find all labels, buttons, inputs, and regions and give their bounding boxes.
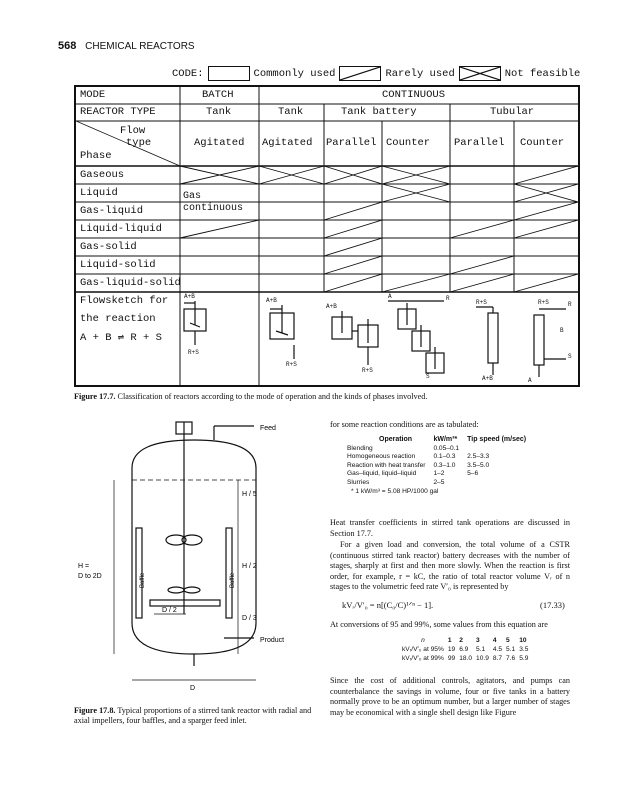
figure-17-8-caption [74, 706, 314, 726]
op-footnote: * 1 kW/m³ = 5.08 HP/1000 gal [351, 487, 439, 495]
sketch-rs-2: R+S [286, 361, 297, 368]
para-cstr: For a given load and conversion, the total volume of a CSTR (continuous stirred tank reactor) battery decreases with the number of stages, sharply at first and then more slowly. When the reaction is first order, for example, r = kC, the ratio of total reactor volume Vᵣ of n stages to the volumetric feed rate V′₀ is represented by [330, 540, 570, 592]
row-95-value: 6.9 [459, 646, 469, 653]
intro-text: for some reaction conditions are as tabulated: [330, 420, 479, 429]
row-95-value: 19 [447, 646, 456, 653]
h-label: H = [78, 563, 90, 570]
operation-table [343, 436, 530, 496]
h2-label: H / 2 [242, 563, 257, 570]
flow-parallel-tubular: Parallel [454, 137, 505, 149]
type-tubular: Tubular [490, 106, 535, 118]
op-row-kw: 0.05–0.1 [433, 444, 460, 452]
stirred-tank-diagram [74, 418, 324, 698]
equation-number: (17.33) [540, 600, 565, 610]
stage-volume-table [400, 636, 530, 663]
h-range-label: D to 2D [78, 573, 102, 580]
op-row-kw: 0.1–0.3 [433, 453, 456, 461]
flowsketch-drawings [184, 301, 566, 377]
baffle-right-label: Baffle [230, 572, 236, 588]
reaction-label: A + B ⇌ R + S [80, 332, 162, 344]
code-legend [172, 66, 580, 81]
baffle-left-label: Baffle [140, 572, 146, 588]
sketch-rs-3: R+S [362, 367, 373, 374]
n-col: 3 [476, 637, 480, 644]
op-row-label: Gas–liquid, liquid–liquid [347, 470, 417, 478]
common-swatch-icon [208, 66, 250, 81]
sketch-ab-3: A+B [326, 303, 337, 310]
d-label: D [190, 685, 196, 692]
sketch-rs-6: R+S [538, 299, 549, 306]
sketch-s-4: S [426, 373, 430, 380]
type-cont-tank: Tank [278, 106, 304, 118]
phase-label: Phase [80, 150, 112, 162]
row-99-label: kVᵣ/V′₀ at 99% [402, 655, 444, 662]
page-number: 568 [58, 40, 77, 52]
op-row-tip: 2.5–3.3 [467, 453, 490, 461]
row-95-value: 5.1 [476, 646, 486, 653]
n-col: 2 [459, 637, 463, 644]
para-conversions: At conversions of 95 and 99%, some values from this equation are [330, 620, 548, 629]
sketch-ab-1: A+B [184, 293, 195, 300]
row-99-value: 10.9 [476, 655, 489, 662]
flow-counter-battery: Counter [386, 137, 431, 149]
n-header: n [421, 637, 425, 644]
op-header-operation: Operation [379, 436, 413, 443]
continuous-header: CONTINUOUS [382, 89, 446, 101]
op-row-label: Reaction with heat transfer [347, 461, 426, 469]
flow-agitated-tank: Agitated [262, 137, 313, 149]
row-99-value: 99 [447, 655, 456, 662]
code-none: Not feasible [504, 67, 581, 80]
figure-17-7-caption [74, 392, 574, 402]
n-col: 1 [447, 637, 452, 644]
phase-gas-solid: Gas-solid [80, 241, 137, 253]
op-header-kw: kW/m³* [433, 436, 458, 443]
sketch-a-4: A [388, 293, 392, 300]
sketch-s-6: S [568, 353, 572, 360]
equation-17-33: kVᵣ/V′₀ = n[(C₀/C)¹ᐟⁿ − 1]. [342, 600, 434, 610]
flow-parallel-battery: Parallel [326, 137, 377, 149]
d2-label: D / 2 [162, 607, 177, 614]
figure-17-8-text: Typical proportions of a stirred tank reactor with radial and axial impellers, four baffles, and a sparger feed inlet. [74, 706, 312, 725]
phase-liquid-solid: Liquid-solid [80, 259, 156, 271]
sketch-rs-1: R+S [188, 349, 199, 356]
mode-label: MODE [80, 89, 106, 101]
type-tank-battery: Tank battery [341, 106, 417, 118]
d3-label: D / 3 [242, 615, 257, 622]
op-row-tip [463, 479, 530, 488]
running-header [58, 40, 195, 52]
gas-continuous-line1: Gas [183, 191, 202, 202]
op-row-kw: 1–2 [433, 470, 445, 478]
op-row-kw: 2–5 [433, 478, 445, 486]
sketch-a-6: A [528, 377, 532, 384]
row-99-value: 7.6 [506, 655, 516, 662]
row-99-value: 5.9 [519, 655, 529, 662]
reactor-classification-table [74, 85, 580, 387]
sketch-b-6: B [560, 327, 564, 334]
feed-label: Feed [260, 425, 276, 432]
op-row-tip: 3.5–5.0 [467, 461, 490, 469]
phase-gas-liquid: Gas-liquid [80, 205, 144, 217]
row-99-value: 18.0 [459, 655, 473, 662]
batch-header: BATCH [202, 89, 234, 101]
row-95-value: 3.5 [519, 646, 529, 653]
flow-label: Flow [120, 125, 146, 137]
op-row-label: Homogeneous reaction [347, 453, 416, 461]
row-99-value: 8.7 [492, 655, 503, 662]
reactor-type-label: REACTOR TYPE [80, 106, 156, 118]
flowsketch-label-1: Flowsketch for [80, 295, 169, 307]
row-95-label: kVᵣ/V′₀ at 95% [402, 646, 444, 653]
phase-liquid-liquid: Liquid-liquid [80, 223, 162, 235]
h5-label: H / 5 [242, 491, 257, 498]
row-95-value: 4.5 [492, 646, 503, 653]
n-col: 5 [506, 637, 510, 644]
figure-17-7-text: Classification of reactors according to the mode of operation and the kinds of phases involved. [117, 392, 428, 401]
flow-agitated-batch: Agitated [194, 137, 245, 149]
op-row-label: Blending [347, 444, 373, 452]
sketch-r-6: R [568, 301, 572, 308]
rare-swatch-icon [339, 66, 381, 81]
product-label: Product [260, 637, 285, 644]
figure-17-8-label: Figure 17.8. [74, 706, 116, 715]
op-row-tip: 5–6 [467, 470, 479, 478]
op-row-tip [463, 445, 530, 454]
sketch-rs-5: R+S [476, 299, 487, 306]
figure-17-7-label: Figure 17.7. [74, 392, 116, 401]
running-title: CHEMICAL REACTORS [85, 41, 195, 52]
flowsketch-label-2: the reaction [80, 313, 156, 325]
phase-gas-liquid-solid: Gas-liquid-solid [80, 277, 181, 289]
sketch-ab-5: A+B [482, 375, 493, 382]
para-cost: Since the cost of additional controls, agitators, and pumps can counterbalance the savings in volume, four or five tanks in a battery normally prove to be an optimum number, but a larger number of stages may be economical with a single shell design like Figure [330, 676, 570, 717]
sketch-r-4: R [446, 295, 450, 302]
sketch-ab-2: A+B [266, 297, 277, 304]
type-batch-tank: Tank [206, 106, 232, 118]
code-rare: Rarely used [385, 67, 455, 80]
row-95-value: 5.1 [506, 646, 516, 653]
code-common: Commonly used [253, 67, 336, 80]
code-label: CODE: [172, 67, 204, 80]
n-col: 10 [519, 637, 527, 644]
flow-counter-tubular: Counter [520, 137, 565, 149]
n-col: 4 [492, 637, 497, 644]
gas-continuous-line2: continuous [183, 203, 244, 214]
para-heat-transfer: Heat transfer coefficients in stirred tank operations are discussed in Section 17.7. [330, 518, 570, 538]
none-swatch-icon [459, 66, 501, 81]
type-label: type [126, 137, 152, 149]
op-row-label: Slurries [347, 478, 370, 486]
op-row-kw: 0.3–1.0 [433, 461, 456, 469]
phase-liquid: Liquid [80, 187, 118, 199]
op-header-tip: Tip speed (m/sec) [467, 436, 527, 443]
phase-gaseous: Gaseous [80, 169, 125, 181]
